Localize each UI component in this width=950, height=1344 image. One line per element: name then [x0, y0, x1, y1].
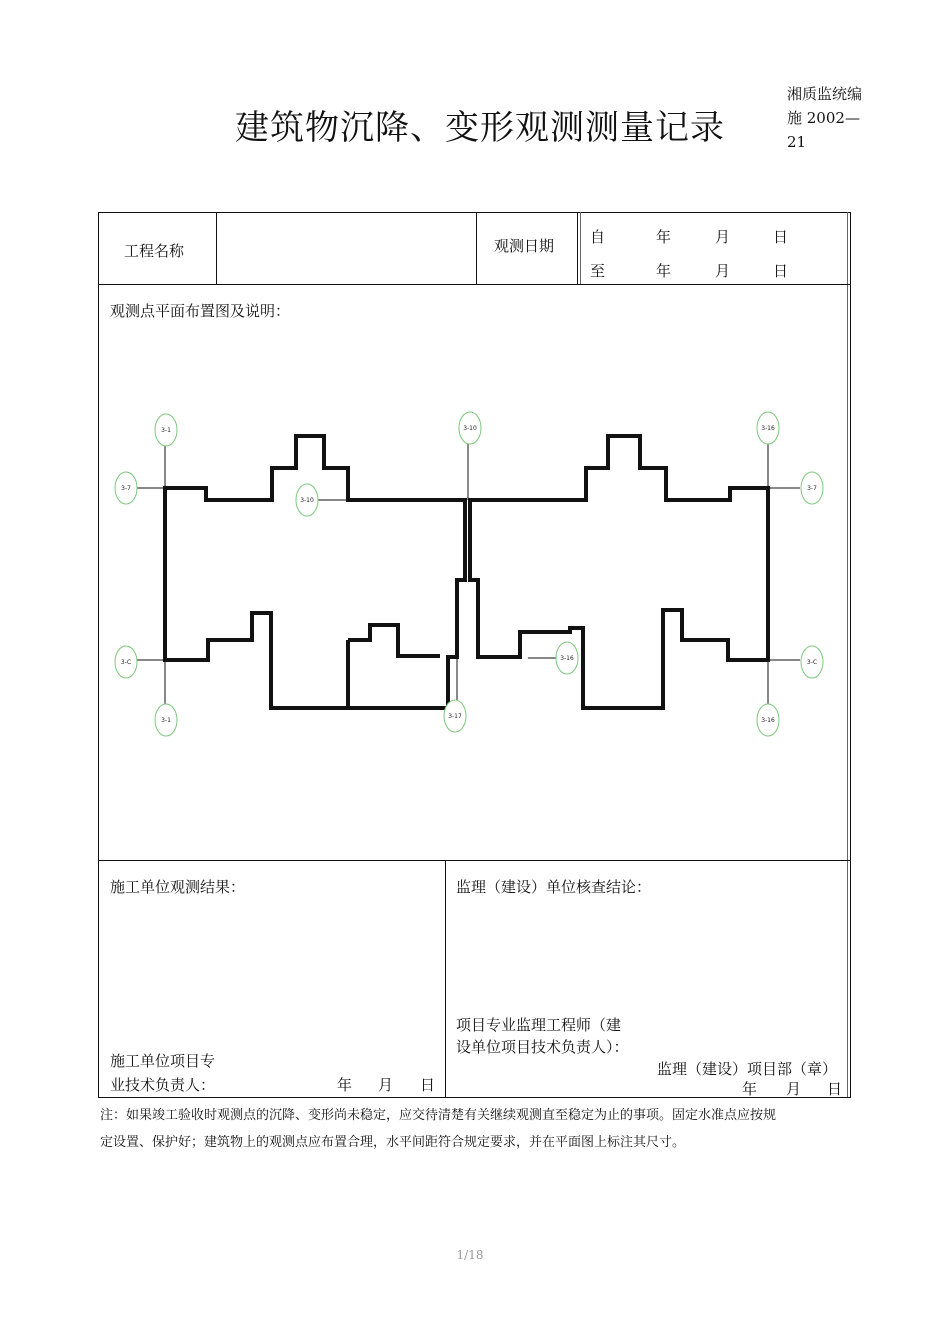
project-name-label: 工程名称 [124, 242, 185, 260]
point-label: 3-7 [121, 485, 131, 492]
date-to-prefix: 至 [590, 262, 606, 280]
right-building-outline [470, 436, 768, 708]
footnote [100, 1102, 852, 1156]
point-label: 3-10 [300, 497, 314, 504]
point-label: 3-16 [560, 655, 574, 662]
footnote-line-1: 注：如果竣工验收时观测点的沉降、变形尚未稳定，应交待清楚有关继续观测直至稳定为止的事项。固定水准点应按规 [100, 1108, 777, 1123]
date-from-prefix: 自 [590, 228, 606, 246]
point-label: 3-C [806, 659, 818, 666]
point-label: 3-16 [761, 425, 775, 432]
construction-signer-line1: 施工单位项目专 [110, 1052, 216, 1070]
plan-label: 观测点平面布置图及说明： [110, 302, 291, 320]
construction-date-day: 日 [420, 1076, 436, 1094]
date-to-day: 日 [773, 262, 789, 280]
construction-date-month: 月 [378, 1076, 394, 1094]
point-label: 3-1 [161, 717, 171, 724]
point-label: 3-C [120, 659, 132, 666]
page-title: 建筑物沉降、变形观测测量记录 [235, 108, 725, 148]
point-label: 3-10 [463, 425, 477, 432]
form-code [787, 82, 887, 154]
page-number: 1/18 [456, 1248, 484, 1262]
date-from-month: 月 [715, 228, 731, 246]
supervisor-signer-line1: 项目专业监理工程师（建 [456, 1016, 622, 1034]
construction-result-label: 施工单位观测结果： [110, 878, 246, 896]
supervision-label: 监理（建设）单位核查结论： [456, 878, 652, 896]
point-label: 3-16 [761, 717, 775, 724]
form-code-line-1: 湘质监统编 [787, 85, 863, 103]
form-code-line-3: 21 [787, 133, 807, 151]
date-from-day: 日 [773, 228, 789, 246]
point-label: 3-7 [807, 485, 817, 492]
point-label: 3-17 [448, 713, 462, 720]
date-to-month: 月 [715, 262, 731, 280]
supervision-date-year: 年 [742, 1080, 758, 1098]
left-building-outline [165, 436, 465, 708]
supervision-date-day: 日 [827, 1080, 843, 1098]
point-label: 3-1 [161, 427, 171, 434]
construction-date-year: 年 [337, 1076, 353, 1094]
footnote-line-2: 定设置、保护好；建筑物上的观测点应布置合理，水平间距符合规定要求，并在平面图上标注其尺寸。 [100, 1135, 686, 1150]
supervisor-signer-line2: 设单位项目技术负责人）： [456, 1038, 629, 1056]
supervision-dept: 监理（建设）项目部（章） [657, 1060, 838, 1078]
form-code-line-2: 施 2002— [787, 109, 860, 127]
construction-signer-line2: 业技术负责人： [110, 1076, 216, 1094]
date-from-year: 年 [656, 228, 672, 246]
date-to-year: 年 [656, 262, 672, 280]
obs-date-label: 观测日期 [494, 237, 555, 255]
supervision-date-month: 月 [786, 1080, 802, 1098]
floor-plan-diagram [100, 400, 840, 740]
